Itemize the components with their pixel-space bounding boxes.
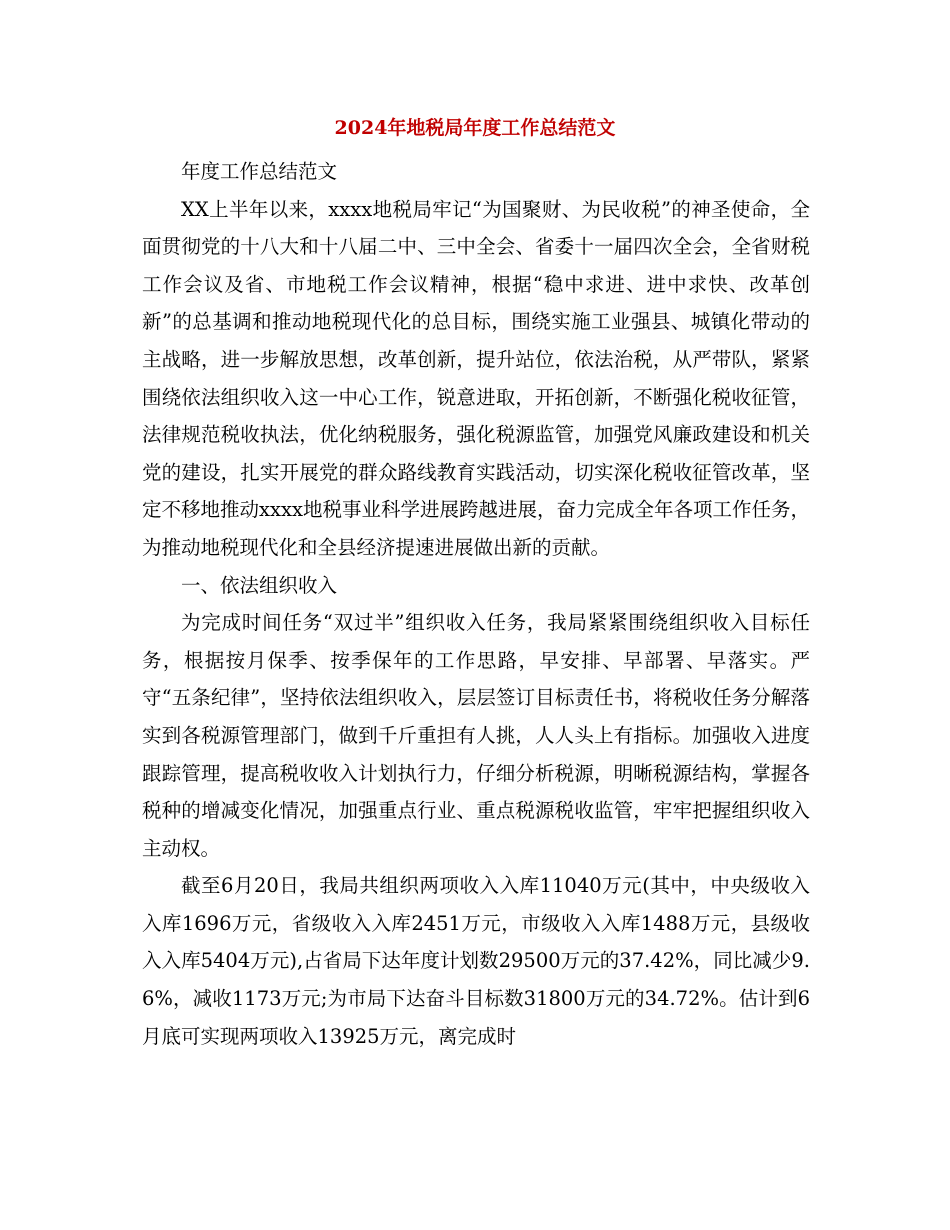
document-body	[142, 153, 810, 1055]
section-heading-1: 一、依法组织收入	[181, 573, 338, 597]
paragraph-intro: XX上半年以来，xxxx地税局牢记“为国聚财、为民收税”的神圣使命，全面贯彻党的十八大和十八届二中、三中全会、省委十一届四次全会，全省财税工作会议及省、市地税工作会议精神，根据“稳中求进、进中求快、改革创新”的总基调和推动地税现代化的总目标，围绕实施工业强县、城镇化带动的主战略，进一步解放思想，改革创新，提升站位，依法治税，从严带队，紧紧围绕依法组织收入这一中心工作，锐意进取，开拓创新，不断强化税收征管，法律规范税收执法，优化纳税服务，强化税源监管，加强党风廉政建设和机关党的建设，扎实开展党的群众路线教育实践活动，切实深化税收征管改革，坚定不移地推动xxxx地税事业科学进展跨越进展，奋力完成全年各项工作任务，为推动地税现代化和全县经济提速进展做出新的贡献。	[142, 197, 810, 559]
paragraph-subtitle: 年度工作总结范文	[181, 160, 338, 183]
paragraph-revenue-tasks: 为完成时间任务“双过半”组织收入任务，我局紧紧围绕组织收入目标任务，根据按月保季、按季保年的工作思路，早安排、早部署、早落实。严守“五条纪律”，坚持依法组织收入，层层签订目标责任书，将税收任务分解落实到各税源管理部门，做到千斤重担有人挑，人人头上有指标。加强收入进度跟踪管理，提高税收收入计划执行力，仔细分析税源，明晰税源结构，掌握各税种的增减变化情况，加强重点行业、重点税源税收监管，牢牢把握组织收入主动权。	[142, 611, 810, 860]
paragraph-revenue-figures: 截至6月20日，我局共组织两项收入入库11040万元(其中，中央级收入入库1696万元，省级收入入库2451万元，市级收入入库1488万元，县级收入入库5404万元),占省局下达年度计划数29500万元的37.42%，同比减少9.6%，减收1173万元;为市局下达奋斗目标数31800万元的34.72%。估计到6月底可实现两项收入13925万元，离完成时	[142, 874, 810, 1048]
document-title: 2024年地税局年度工作总结范文	[334, 117, 616, 139]
